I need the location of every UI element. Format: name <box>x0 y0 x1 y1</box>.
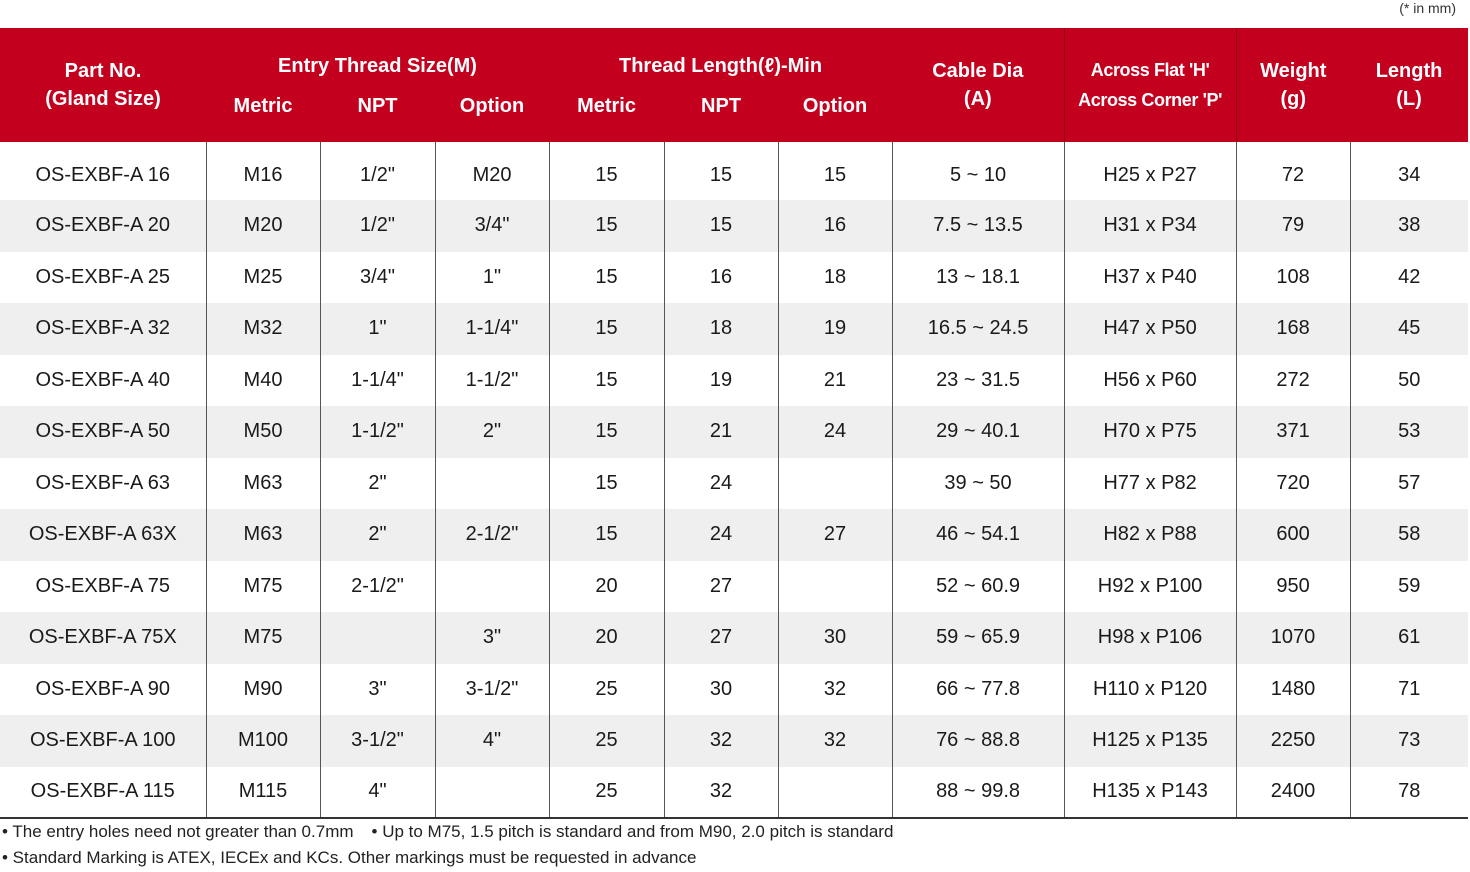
cell-length-metric: 20 <box>549 612 664 664</box>
cell-length-option: 24 <box>778 406 892 458</box>
cell-cable-dia: 5 ~ 10 <box>892 142 1064 200</box>
cell-weight: 2400 <box>1236 767 1350 819</box>
header-part-no: Part No. (Gland Size) <box>0 28 206 142</box>
cell-entry-option: 1-1/4" <box>435 303 549 355</box>
table-row <box>0 303 1468 355</box>
cell-across-flat-corner: H37 x P40 <box>1064 252 1236 304</box>
cell-entry-option: 4" <box>435 715 549 767</box>
footnote-pitch: • Up to M75, 1.5 pitch is standard and from M90, 2.0 pitch is standard <box>371 822 894 841</box>
cell-length: 45 <box>1350 303 1468 355</box>
cell-entry-option: 1-1/2" <box>435 355 549 407</box>
cell-length: 78 <box>1350 767 1468 819</box>
cell-length: 71 <box>1350 664 1468 716</box>
cell-entry-npt: 3/4" <box>320 252 435 304</box>
table-row <box>0 355 1468 407</box>
header-entry-option: Option <box>435 86 549 142</box>
cell-across-flat-corner: H110 x P120 <box>1064 664 1236 716</box>
cell-length: 58 <box>1350 509 1468 561</box>
cell-across-flat-corner: H135 x P143 <box>1064 767 1236 819</box>
cell-length: 42 <box>1350 252 1468 304</box>
cell-length-npt: 15 <box>664 142 778 200</box>
table-row <box>0 664 1468 716</box>
header-length-option: Option <box>778 86 892 142</box>
cell-cable-dia: 29 ~ 40.1 <box>892 406 1064 458</box>
cell-entry-npt: 3-1/2" <box>320 715 435 767</box>
cell-cable-dia: 23 ~ 31.5 <box>892 355 1064 407</box>
cell-length-npt: 27 <box>664 561 778 613</box>
cell-part-no: OS-EXBF-A 50 <box>0 406 206 458</box>
cell-across-flat-corner: H82 x P88 <box>1064 509 1236 561</box>
cell-entry-metric: M32 <box>206 303 320 355</box>
cell-length-npt: 18 <box>664 303 778 355</box>
cell-length-npt: 32 <box>664 715 778 767</box>
cell-weight: 2250 <box>1236 715 1350 767</box>
table-row <box>0 509 1468 561</box>
cell-length-metric: 25 <box>549 715 664 767</box>
table-row <box>0 406 1468 458</box>
cell-entry-option <box>435 767 549 819</box>
cell-length-metric: 15 <box>549 252 664 304</box>
cell-entry-metric: M20 <box>206 200 320 252</box>
cell-weight: 168 <box>1236 303 1350 355</box>
table-row <box>0 458 1468 510</box>
cell-entry-metric: M115 <box>206 767 320 819</box>
cell-length-metric: 25 <box>549 767 664 819</box>
cell-length-option <box>778 561 892 613</box>
table-row <box>0 715 1468 767</box>
cell-cable-dia: 88 ~ 99.8 <box>892 767 1064 819</box>
cell-entry-npt: 2-1/2" <box>320 561 435 613</box>
cell-length-option: 32 <box>778 664 892 716</box>
cell-part-no: OS-EXBF-A 20 <box>0 200 206 252</box>
cell-cable-dia: 59 ~ 65.9 <box>892 612 1064 664</box>
cell-across-flat-corner: H70 x P75 <box>1064 406 1236 458</box>
cell-entry-metric: M75 <box>206 612 320 664</box>
cell-length-option: 27 <box>778 509 892 561</box>
cell-length-option <box>778 458 892 510</box>
cell-length-option: 18 <box>778 252 892 304</box>
cell-length-metric: 15 <box>549 509 664 561</box>
cell-cable-dia: 76 ~ 88.8 <box>892 715 1064 767</box>
cell-entry-npt: 3" <box>320 664 435 716</box>
cell-across-flat-corner: H98 x P106 <box>1064 612 1236 664</box>
cell-cable-dia: 46 ~ 54.1 <box>892 509 1064 561</box>
cell-across-flat-corner: H77 x P82 <box>1064 458 1236 510</box>
cell-entry-metric: M25 <box>206 252 320 304</box>
cell-length-metric: 15 <box>549 200 664 252</box>
cell-length-npt: 24 <box>664 458 778 510</box>
cell-cable-dia: 39 ~ 50 <box>892 458 1064 510</box>
cell-length-metric: 15 <box>549 458 664 510</box>
cell-length-option: 32 <box>778 715 892 767</box>
cell-entry-option: 3-1/2" <box>435 664 549 716</box>
cell-length-npt: 19 <box>664 355 778 407</box>
cell-length-option: 21 <box>778 355 892 407</box>
cell-length: 73 <box>1350 715 1468 767</box>
cell-length: 53 <box>1350 406 1468 458</box>
cell-length-option: 30 <box>778 612 892 664</box>
cell-entry-metric: M75 <box>206 561 320 613</box>
cell-length: 61 <box>1350 612 1468 664</box>
cell-weight: 79 <box>1236 200 1350 252</box>
cell-length-option <box>778 767 892 819</box>
cell-entry-npt: 1/2" <box>320 142 435 200</box>
cell-entry-npt <box>320 612 435 664</box>
cell-weight: 108 <box>1236 252 1350 304</box>
cell-part-no: OS-EXBF-A 32 <box>0 303 206 355</box>
cell-length-metric: 15 <box>549 303 664 355</box>
cell-entry-metric: M63 <box>206 458 320 510</box>
cell-part-no: OS-EXBF-A 63X <box>0 509 206 561</box>
cell-length-npt: 16 <box>664 252 778 304</box>
cell-part-no: OS-EXBF-A 25 <box>35 265 170 288</box>
cell-weight: 720 <box>1236 458 1350 510</box>
cell-cable-dia: 52 ~ 60.9 <box>892 561 1064 613</box>
cell-entry-metric: M50 <box>206 406 320 458</box>
cell-entry-option: M20 <box>435 142 549 200</box>
header-length-metric: Metric <box>549 86 664 142</box>
cell-length: 38 <box>1350 200 1468 252</box>
cell-across-flat-corner: H125 x P135 <box>1064 715 1236 767</box>
unit-note: (* in mm) <box>1399 0 1456 16</box>
table-row <box>0 561 1468 613</box>
cell-length-npt: 27 <box>664 612 778 664</box>
spec-table <box>0 28 1468 819</box>
cell-part-no: OS-EXBF-A 40 <box>35 368 170 391</box>
cell-length: 50 <box>1350 355 1468 407</box>
cell-length-npt: 24 <box>664 509 778 561</box>
cell-weight: 1480 <box>1236 664 1350 716</box>
cell-across-flat-corner: H92 x P100 <box>1064 561 1236 613</box>
cell-entry-option: 2-1/2" <box>435 509 549 561</box>
cell-part-no: OS-EXBF-A 16 <box>35 163 170 186</box>
table-row <box>0 612 1468 664</box>
cell-weight: 1070 <box>1236 612 1350 664</box>
footnote-entry-holes: • The entry holes need not greater than 0.7mm <box>2 822 354 841</box>
cell-length-metric: 25 <box>549 664 664 716</box>
cell-cable-dia: 16.5 ~ 24.5 <box>892 303 1064 355</box>
cell-part-no: OS-EXBF-A 75 <box>35 574 170 597</box>
cell-across-flat-corner: H31 x P34 <box>1064 200 1236 252</box>
table-row <box>0 200 1468 252</box>
cell-entry-metric: M40 <box>206 355 320 407</box>
cell-across-flat-corner: H56 x P60 <box>1064 355 1236 407</box>
cell-entry-npt: 1" <box>320 303 435 355</box>
cell-entry-metric: M16 <box>206 142 320 200</box>
cell-entry-option <box>435 458 549 510</box>
table-header <box>0 28 1468 142</box>
footnote-line-1 <box>2 822 893 842</box>
cell-across-flat-corner: H47 x P50 <box>1064 303 1236 355</box>
cell-entry-npt: 1/2" <box>320 200 435 252</box>
cell-part-no: OS-EXBF-A 90 <box>35 677 170 700</box>
cell-length: 59 <box>1350 561 1468 613</box>
cell-length-metric: 15 <box>549 355 664 407</box>
cell-length: 57 <box>1350 458 1468 510</box>
cell-length-npt: 15 <box>664 200 778 252</box>
cell-part-no: OS-EXBF-A 100 <box>0 715 206 767</box>
cell-length-metric: 15 <box>549 142 664 200</box>
cell-across-flat-corner: H25 x P27 <box>1064 142 1236 200</box>
header-cable-dia: Cable Dia (A) <box>892 28 1064 142</box>
cell-entry-npt: 1-1/2" <box>320 406 435 458</box>
cell-entry-metric: M63 <box>206 509 320 561</box>
header-length-npt: NPT <box>664 86 778 142</box>
cell-length: 34 <box>1350 142 1468 200</box>
cell-cable-dia: 7.5 ~ 13.5 <box>892 200 1064 252</box>
cell-cable-dia: 66 ~ 77.8 <box>892 664 1064 716</box>
header-length: Length (L) <box>1350 28 1468 142</box>
cell-weight: 950 <box>1236 561 1350 613</box>
cell-length-option: 15 <box>778 142 892 200</box>
cell-entry-option: 1" <box>435 252 549 304</box>
cell-part-no: OS-EXBF-A 115 <box>0 767 206 819</box>
cell-weight: 600 <box>1236 509 1350 561</box>
cell-cable-dia: 13 ~ 18.1 <box>892 252 1064 304</box>
header-thread-length: Thread Length(ℓ)-Min <box>549 28 892 86</box>
cell-entry-option <box>435 561 549 613</box>
cell-entry-option: 3/4" <box>435 200 549 252</box>
header-entry-metric: Metric <box>206 86 320 142</box>
cell-entry-npt: 2" <box>320 509 435 561</box>
header-entry-thread: Entry Thread Size(M) <box>206 28 549 86</box>
header-weight: Weight (g) <box>1236 28 1350 142</box>
footnote-line-2 <box>2 848 696 868</box>
cell-length-metric: 20 <box>549 561 664 613</box>
cell-weight: 272 <box>1236 355 1350 407</box>
footnote-marking: • Standard Marking is ATEX, IECEx and KCs. Other markings must be requested in advance <box>2 848 697 867</box>
cell-length-option: 16 <box>778 200 892 252</box>
cell-length-npt: 30 <box>664 664 778 716</box>
cell-entry-metric: M90 <box>206 664 320 716</box>
cell-entry-metric: M100 <box>206 715 320 767</box>
cell-part-no: OS-EXBF-A 75X <box>0 612 206 664</box>
cell-part-no: OS-EXBF-A 63 <box>35 471 170 494</box>
table-body <box>0 142 1468 818</box>
table-row <box>0 767 1468 819</box>
cell-entry-npt: 1-1/4" <box>320 355 435 407</box>
table-row <box>0 142 1468 200</box>
header-across: Across Flat 'H' Across Corner 'P' <box>1064 28 1236 142</box>
cell-entry-option: 3" <box>435 612 549 664</box>
cell-entry-npt: 2" <box>320 458 435 510</box>
cell-weight: 72 <box>1236 142 1350 200</box>
cell-entry-npt: 4" <box>320 767 435 819</box>
cell-entry-option: 2" <box>435 406 549 458</box>
cell-length-npt: 32 <box>664 767 778 819</box>
cell-length-option: 19 <box>778 303 892 355</box>
table-row <box>0 252 1468 304</box>
cell-length-npt: 21 <box>664 406 778 458</box>
cell-weight: 371 <box>1236 406 1350 458</box>
header-entry-npt: NPT <box>320 86 435 142</box>
cell-length-metric: 15 <box>549 406 664 458</box>
